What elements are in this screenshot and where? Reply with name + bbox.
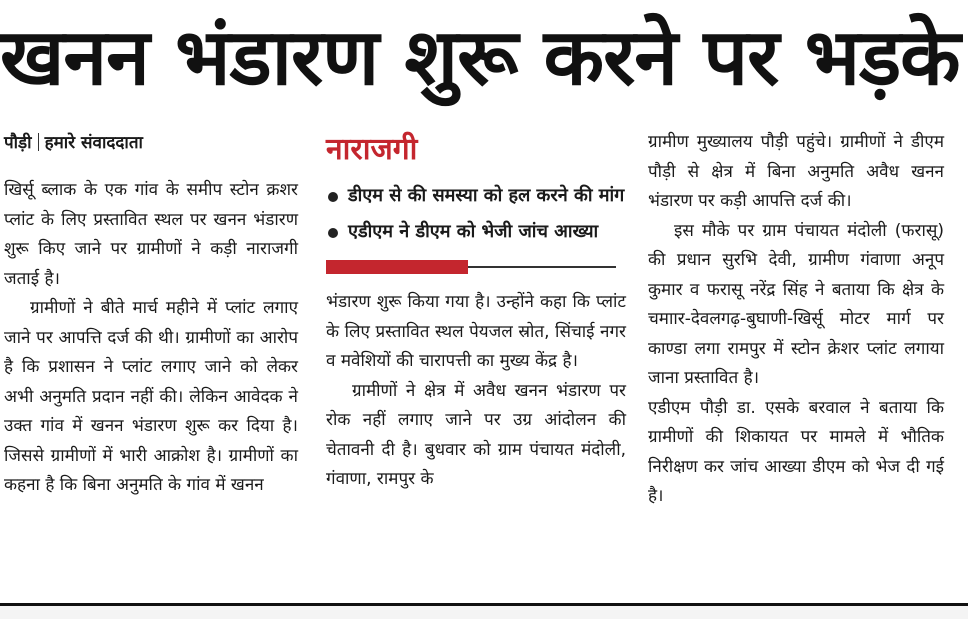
byline-place: पौड़ी xyxy=(4,133,32,153)
byline-reporter: हमारे संवाददाता xyxy=(44,133,143,153)
bullet-icon xyxy=(328,192,338,202)
paragraph: इस मौके पर ग्राम पंचायत मंदोली (फरासू) की प्रधान सुरभि देवी, ग्रामीण गंवाणा अनूप कुमार व फरासू नरेंद्र सिंह ने बताया कि क्षेत्र के चमाार-देवलगढ़-बुघाणी-खिर्सू मोटर मार्ग पर काण्डा लगा रामपुर में स्टोन क्रेशर प्लांट लगाया जाना प्रस्तावित है। xyxy=(648,220,944,388)
bottom-border xyxy=(0,603,968,619)
headline: खनन भंडारण शुरू करने पर भड़के xyxy=(0,13,960,103)
byline-separator xyxy=(38,133,39,151)
sidebar-bullet-text: एडीएम ने डीएम को भेजी जांच आख्या xyxy=(348,221,599,242)
byline xyxy=(4,128,298,158)
paragraph: ग्रामीण मुख्यालय पौड़ी पहुंचे। ग्रामीणों ने डीएम पौड़ी से क्षेत्र में बिना अनुमति अवैध खनन भंडारण पर कड़ी आपत्ति दर्ज की। xyxy=(648,132,944,211)
paragraph: एडीएम पौड़ी डा. एसके बरवाल ने बताया कि ग्रामीणों की शिकायत पर मामले में भौतिक निरीक्षण कर जांच आख्या डीएम को भेज दी गई है। xyxy=(648,397,944,506)
sidebar-bullet xyxy=(326,218,626,246)
sidebar-bullet-text: डीएम से की समस्या को हल करने की मांग xyxy=(348,185,625,206)
paragraph: ग्रामीणों ने बीते मार्च महीने में प्लांट लगाए जाने पर आपत्ति दर्ज की थी। ग्रामीणों का आरोप है कि प्रशासन ने प्लांट लगाए जाने को लेकर अभी अनुमति प्रदान नहीं की। लेकिन आवेदक ने उक्त गांव में खनन भंडारण शुरू कर दिया है। जिससे ग्रामीणों में भारी आक्रोश है। ग्रामीणों का कहना है कि बिना अनुमति के गांव में खनन xyxy=(4,298,298,495)
sidebar-bullet xyxy=(326,182,626,210)
article-column-2 xyxy=(326,128,626,495)
paragraph: ग्रामीणों ने क्षेत्र में अवैध खनन भंडारण पर रोक नहीं लगाए जाने पर उग्र आंदोलन की चेतावनी दी है। बुधवार को ग्राम पंचायत मंदोली, गंवाणा, रामपुर के xyxy=(326,380,626,489)
sidebar-title: नाराजगी xyxy=(326,132,418,167)
divider-line xyxy=(468,266,616,268)
bullet-icon xyxy=(328,228,338,238)
paragraph: खिर्सू ब्लाक के एक गांव के समीप स्टोन क्रशर प्लांट के लिए प्रस्तावित स्थल पर खनन भंडारण शुरू किए जाने पर ग्रामीणों ने कड़ी नाराजगी जताई है। xyxy=(4,180,298,289)
divider-red-bar xyxy=(326,260,468,274)
sidebar-divider xyxy=(326,260,626,274)
paragraph: भंडारण शुरू किया गया है। उन्होंने कहा कि प्लांट के लिए प्रस्तावित स्थल पेयजल स्रोत, सिंचाई नगर व मवेशियों की चारापत्ती का मुख्य केंद्र है। xyxy=(326,292,626,371)
article-column-3 xyxy=(648,128,944,512)
article-column-1 xyxy=(4,128,298,501)
